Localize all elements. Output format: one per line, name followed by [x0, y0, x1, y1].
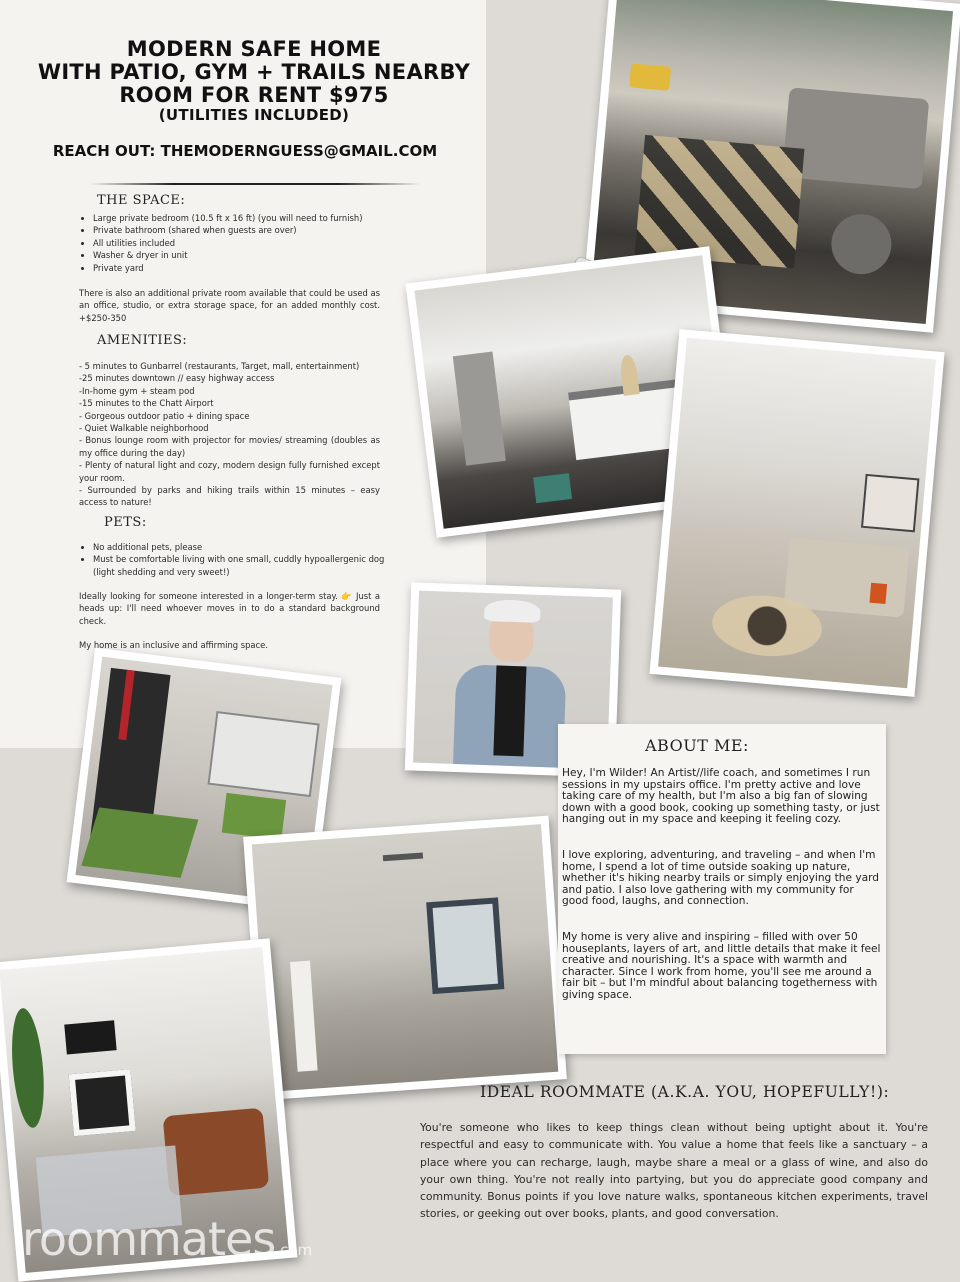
pets-heading: PETS: — [104, 515, 147, 530]
amenities-heading: AMENITIES: — [97, 333, 188, 348]
title-line-2: WITH PATIO, GYM + TRAILS NEARBY — [37, 60, 471, 84]
list-item: - Surrounded by parks and hiking trails within 15 minutes – easy access to nature! — [79, 485, 380, 508]
list-item: • No additional pets, please — [93, 541, 393, 553]
pets-list — [79, 541, 393, 578]
inclusive-text: My home is an inclusive and affirming space. — [79, 640, 268, 650]
title-line-4: (UTILITIES INCLUDED) — [158, 106, 350, 124]
roommates-watermark — [22, 1212, 312, 1266]
about-paragraph-1: Hey, I'm Wilder! An Artist//life coach, and sometimes I run sessions in my upstairs office. I'm pretty active and love taking care of my health, but I'm also a big fan of slowing down with a good book, cooking up something tasty, or just hanging out in my space and keeping it feeling cozy. — [562, 767, 880, 826]
about-paragraph-2: I love exploring, adventuring, and traveling – and when I'm home, I spend a lot of time outside soaking up nature, whether it's hiking nearby trails or simply enjoying the yard and patio. I also love gathering with my community for good food, laughs, and connection. — [562, 849, 880, 908]
contact-email[interactable]: REACH OUT: THEMODERNGUESS@GMAIL.COM — [52, 142, 438, 160]
watermark-main: roommates — [22, 1212, 276, 1266]
bedroom-photo — [243, 816, 567, 1101]
lounge-photo — [649, 329, 944, 697]
watermark-suffix: .com — [275, 1241, 313, 1259]
list-item: - Plenty of natural light and cozy, modern design fully furnished except your room. — [79, 460, 380, 483]
ideal-roommate-heading: IDEAL ROOMMATE (A.K.A. YOU, HOPEFULLY!): — [480, 1083, 890, 1101]
list-item: • Large private bedroom (10.5 ft x 16 ft) (you will need to furnish) — [93, 212, 393, 224]
space-list — [79, 212, 393, 274]
listing-title — [22, 38, 486, 124]
about-me-heading: ABOUT ME: — [645, 736, 749, 755]
list-item: • All utilities included — [93, 237, 393, 249]
list-item: • Washer & dryer in unit — [93, 249, 393, 261]
list-item: - 5 minutes to Gunbarrel (restaurants, Target, mall, entertainment) — [79, 361, 360, 371]
list-item: • Must be comfortable living with one small, cuddly hypoallergenic dog (light shedding and very sweet!) — [93, 553, 393, 578]
list-item: • Private yard — [93, 262, 393, 274]
list-item: • Private bathroom (shared when guests are over) — [93, 224, 393, 236]
list-item: -In-home gym + steam pod — [79, 385, 195, 396]
title-line-3: ROOM FOR RENT $975 — [119, 83, 389, 107]
amenities-list — [79, 360, 380, 509]
list-item: -15 minutes to the Chatt Airport — [79, 398, 214, 409]
divider — [90, 183, 420, 185]
list-item: - Gorgeous outdoor patio + dining space — [79, 410, 250, 421]
extra-room-text: There is also an additional private room available that could be used as an office, studio, or extra storage space, for an added monthly cost. +$250-350 — [79, 288, 380, 323]
longterm-text: Ideally looking for someone interested in a longer-term stay. 👉 Just a heads up: I'll need whoever moves in to do a standard background check. — [79, 591, 380, 626]
list-item: - Quiet Walkable neighborhood — [79, 423, 209, 434]
ideal-roommate-text: You're someone who likes to keep things clean without being uptight about it. You're respectful and easy to communicate with. You value a home that feels like a sanctuary – a place where you can recharge, laugh, maybe share a meal or a glass of wine, and also do your own thing. You're not really into partying, but you do appreciate good company and community. Bonus points if you love nature walks, spontaneous kitchen experiments, travel stories, or geeking out over books, plants, and good conversation. — [420, 1121, 928, 1221]
title-line-1: MODERN SAFE HOME — [126, 37, 382, 61]
about-paragraph-3: My home is very alive and inspiring – filled with over 50 houseplants, layers of art, and little details that make it feel creative and nourishing. It's a space with warmth and character. Since I work from home, you'll see me around a fair bit – but I'm mindful about balancing togetherness with giving space. — [562, 931, 881, 1001]
space-heading: THE SPACE: — [97, 193, 186, 208]
list-item: - Bonus lounge room with projector for movies/ streaming (doubles as my office during the day) — [79, 435, 380, 458]
list-item: -25 minutes downtown // easy highway access — [79, 373, 275, 384]
